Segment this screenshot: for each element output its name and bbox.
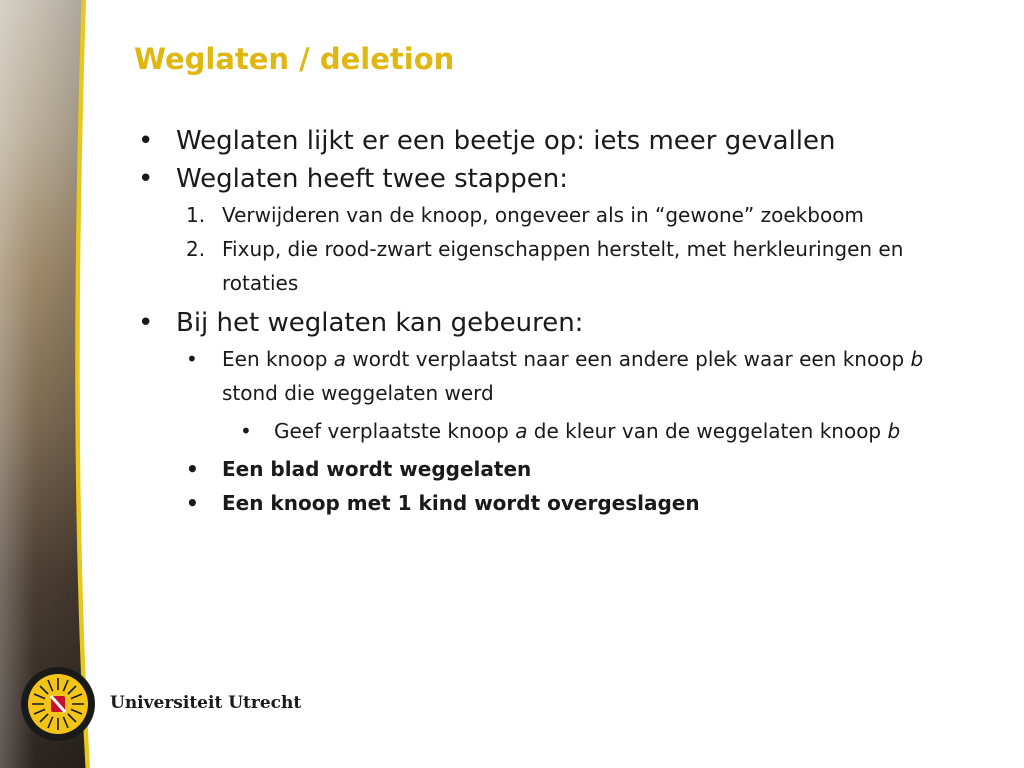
- step-2: [134, 232, 984, 300]
- text-part: Een knoop: [222, 347, 334, 371]
- decorative-yellow-curve: [60, 0, 120, 768]
- text-part: de kleur van de weggelaten knoop: [527, 419, 888, 443]
- text-part: wordt verplaatst naar een andere plek waar een knoop: [346, 347, 911, 371]
- bullet-marker: •: [138, 164, 154, 194]
- step-2-number: 2.: [186, 237, 206, 261]
- slide-body: [134, 122, 984, 520]
- university-seal-icon: [20, 666, 96, 742]
- var-a: a: [333, 347, 347, 371]
- step-2-text: Fixup, die rood-zwart eigenschappen herstelt, met herkleuringen en rotaties: [222, 237, 904, 295]
- bullet-2-text: Weglaten heeft twee stappen:: [176, 164, 569, 194]
- sub-bullet-leaf-text: Een blad wordt weggelaten: [222, 457, 532, 481]
- bullet-marker: •: [186, 457, 199, 481]
- sub-bullet-leaf-deleted: [134, 452, 984, 486]
- var-a: a: [515, 419, 528, 443]
- bullet-marker: •: [138, 126, 154, 156]
- university-logo-text: Universiteit Utrecht: [110, 693, 302, 713]
- bullet-marker: •: [186, 347, 198, 371]
- bullet-1: [134, 122, 984, 160]
- var-b: b: [910, 347, 924, 371]
- bullet-3-text: Bij het weglaten kan gebeuren:: [176, 308, 584, 338]
- bullet-2: [134, 160, 984, 198]
- text-part: Geef verplaatste knoop: [274, 419, 516, 443]
- bullet-marker: •: [240, 419, 252, 443]
- slide-title: Weglaten / deletion: [134, 42, 455, 76]
- text-part: stond die weggelaten werd: [222, 381, 494, 405]
- step-1: [134, 198, 984, 232]
- step-1-number: 1.: [186, 203, 206, 227]
- sub-sub-bullet-color: [134, 414, 984, 448]
- var-b: b: [887, 419, 901, 443]
- bullet-3: [134, 304, 984, 342]
- step-1-text: Verwijderen van de knoop, ongeveer als in “gewone” zoekboom: [222, 203, 864, 227]
- sub-bullet-moved-node: [134, 342, 984, 410]
- bullet-marker: •: [186, 491, 199, 515]
- sub-bullet-one-child: [134, 486, 984, 520]
- sub-bullet-one-child-text: Een knoop met 1 kind wordt overgeslagen: [222, 491, 700, 515]
- bullet-1-text: Weglaten lijkt er een beetje op: iets meer gevallen: [176, 126, 836, 156]
- bullet-marker: •: [138, 308, 154, 338]
